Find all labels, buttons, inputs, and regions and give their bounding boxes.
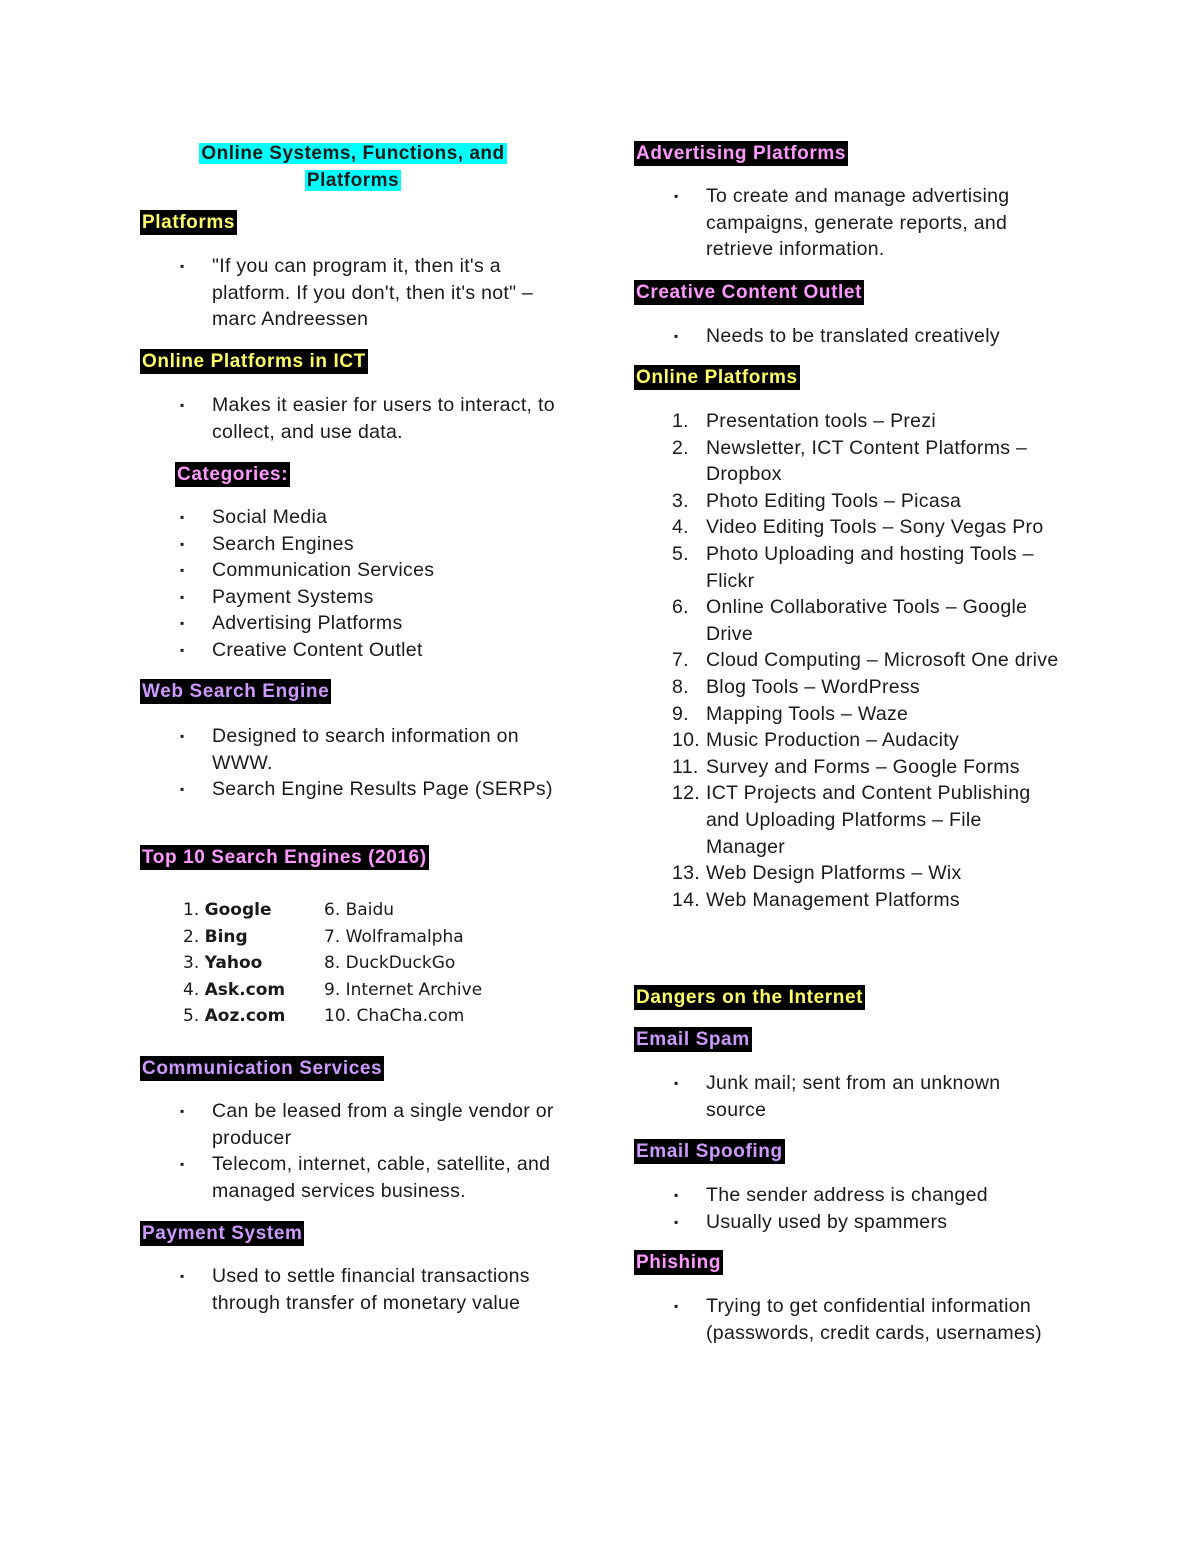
heading-online-platforms-ict: Online Platforms in ICT xyxy=(142,351,366,372)
bullet-icon: ▪ xyxy=(674,1188,679,1202)
list-item: 7. Cloud Computing – Microsoft One drive xyxy=(672,649,1059,672)
list-item: ▪ Search Engines xyxy=(142,531,557,558)
communication-list xyxy=(142,1098,557,1204)
bullet-icon: ▪ xyxy=(180,729,185,743)
heading-creative-content-outlet: Creative Content Outlet xyxy=(636,282,862,303)
list-item: 10. Music Production – Audacity xyxy=(672,729,960,752)
list-item: ▪ Usually used by spammers xyxy=(636,1209,1051,1236)
list-item: ▪ Creative Content Outlet xyxy=(142,637,557,664)
list-item: ▪ The sender address is changed xyxy=(636,1182,1051,1209)
list-item: 8. DuckDuckGo xyxy=(324,953,456,973)
list-item: ▪ Telecom, internet, cable, satellite, and managed services business. xyxy=(180,1153,551,1202)
categories-list xyxy=(142,504,557,664)
list-item: 11. Survey and Forms – Google Forms xyxy=(672,755,1020,778)
heading-online-platforms: Online Platforms xyxy=(636,367,798,388)
list-item: 4. Ask.com xyxy=(183,979,286,1000)
bullet-icon: ▪ xyxy=(180,1157,185,1172)
list-item: ▪ To create and manage advertising campaigns, generate reports, and retrieve information. xyxy=(674,185,1010,261)
title-line-2: Platforms xyxy=(306,170,400,191)
list-item: ▪ Trying to get confidential information (passwords, credit cards, usernames) xyxy=(674,1295,1042,1344)
heading-phishing: Phishing xyxy=(636,1252,722,1273)
list-item: ▪ Makes it easier for users to interact, to collect, and use data. xyxy=(180,394,555,443)
bullet-icon: ▪ xyxy=(180,398,185,412)
list-item: ▪ Social Media xyxy=(142,504,557,531)
list-item: 9. Mapping Tools – Waze xyxy=(672,702,909,725)
list-item: 7. Wolframalpha xyxy=(324,926,464,947)
bullet-icon: ▪ xyxy=(180,259,185,273)
heading-email-spam: Email Spam xyxy=(636,1029,750,1050)
advertising-list xyxy=(636,183,1051,263)
heading-web-search-engine: Web Search Engine xyxy=(142,681,330,702)
list-item: 1. Presentation tools – Prezi xyxy=(672,410,937,432)
bullet-icon: ▪ xyxy=(674,1076,679,1090)
bullet-icon: ▪ xyxy=(180,616,185,631)
list-item: 3. Yahoo xyxy=(183,953,263,973)
top10-column-1 xyxy=(183,897,285,1030)
bullet-icon: ▪ xyxy=(180,642,185,657)
list-item: ▪ Search Engine Results Page (SERPs) xyxy=(142,776,557,803)
list-item: ▪ Payment Systems xyxy=(142,584,557,611)
bullet-icon: ▪ xyxy=(180,1104,185,1118)
bullet-icon: ▪ xyxy=(674,329,679,343)
bullet-icon: ▪ xyxy=(180,510,185,524)
web-search-engine-list xyxy=(142,723,557,803)
list-item: ▪ Used to settle financial transactions through transfer of monetary value xyxy=(180,1265,530,1314)
bullet-icon: ▪ xyxy=(180,563,185,578)
list-item: ▪ Can be leased from a single vendor or producer xyxy=(180,1100,554,1149)
list-item: 5. Aoz.com xyxy=(183,1006,286,1026)
list-item: ▪ Junk mail; sent from an unknown source xyxy=(674,1072,1001,1121)
heading-communication-services: Communication Services xyxy=(142,1058,383,1079)
email-spam-list xyxy=(636,1070,1051,1123)
list-item: 8. Blog Tools – WordPress xyxy=(672,675,920,698)
list-item: 6. Baidu xyxy=(324,900,395,920)
heading-categories: Categories: xyxy=(177,464,289,485)
list-item: 3. Photo Editing Tools – Picasa xyxy=(672,489,962,512)
list-item: 10. ChaCha.com xyxy=(324,1006,465,1026)
list-item: 14. Web Management Platforms xyxy=(672,888,960,911)
list-item: 9. Internet Archive xyxy=(324,979,483,1000)
list-item: ▪ Communication Services xyxy=(142,557,557,584)
list-item: 12. ICT Projects and Content Publishing and Uploading Platforms – File Manager xyxy=(672,782,1031,858)
heading-top-10-search-engines: Top 10 Search Engines (2016) xyxy=(142,847,427,868)
list-item: 1. Google xyxy=(183,900,272,920)
bullet-icon: ▪ xyxy=(674,1214,679,1229)
bullet-icon: ▪ xyxy=(674,1299,679,1313)
bullet-icon: ▪ xyxy=(674,189,679,203)
phishing-list xyxy=(636,1293,1051,1346)
heading-platforms: Platforms xyxy=(142,212,236,233)
list-item: ▪ "If you can program it, then it's a platform. If you don't, then it's not" – marc Andreessen xyxy=(180,255,534,331)
heading-email-spoofing: Email Spoofing xyxy=(636,1141,783,1162)
list-item: ▪ Designed to search information on WWW. xyxy=(180,725,519,774)
creative-list xyxy=(636,323,1051,350)
list-item: 2. Newsletter, ICT Content Platforms – Dropbox xyxy=(672,436,1028,486)
list-item: 2. Bing xyxy=(183,926,248,947)
title-line-1: Online Systems, Functions, and xyxy=(201,143,505,164)
heading-dangers-on-the-internet: Dangers on the Internet xyxy=(636,987,864,1008)
list-item: ▪ Advertising Platforms xyxy=(142,610,557,637)
bullet-icon: ▪ xyxy=(180,1269,185,1283)
bullet-icon: ▪ xyxy=(180,589,185,604)
payment-list xyxy=(142,1263,557,1316)
platforms-list xyxy=(142,253,557,333)
online-platforms-ict-list xyxy=(142,392,557,445)
list-item: 13. Web Design Platforms – Wix xyxy=(672,862,962,885)
heading-payment-system: Payment System xyxy=(142,1223,303,1244)
online-platforms-list xyxy=(636,408,1066,913)
list-item: 4. Video Editing Tools – Sony Vegas Pro xyxy=(672,516,1044,539)
list-item: 5. Photo Uploading and hosting Tools – Flickr xyxy=(672,542,1034,592)
bullet-icon: ▪ xyxy=(180,782,185,797)
bullet-icon: ▪ xyxy=(180,536,185,551)
list-item: 6. Online Collaborative Tools – Google Drive xyxy=(672,596,1028,645)
document-title xyxy=(153,140,553,194)
heading-advertising-platforms: Advertising Platforms xyxy=(636,143,847,164)
email-spoofing-list xyxy=(636,1182,1051,1235)
list-item: ▪ Needs to be translated creatively xyxy=(636,323,1051,350)
top10-column-2 xyxy=(324,897,482,1030)
